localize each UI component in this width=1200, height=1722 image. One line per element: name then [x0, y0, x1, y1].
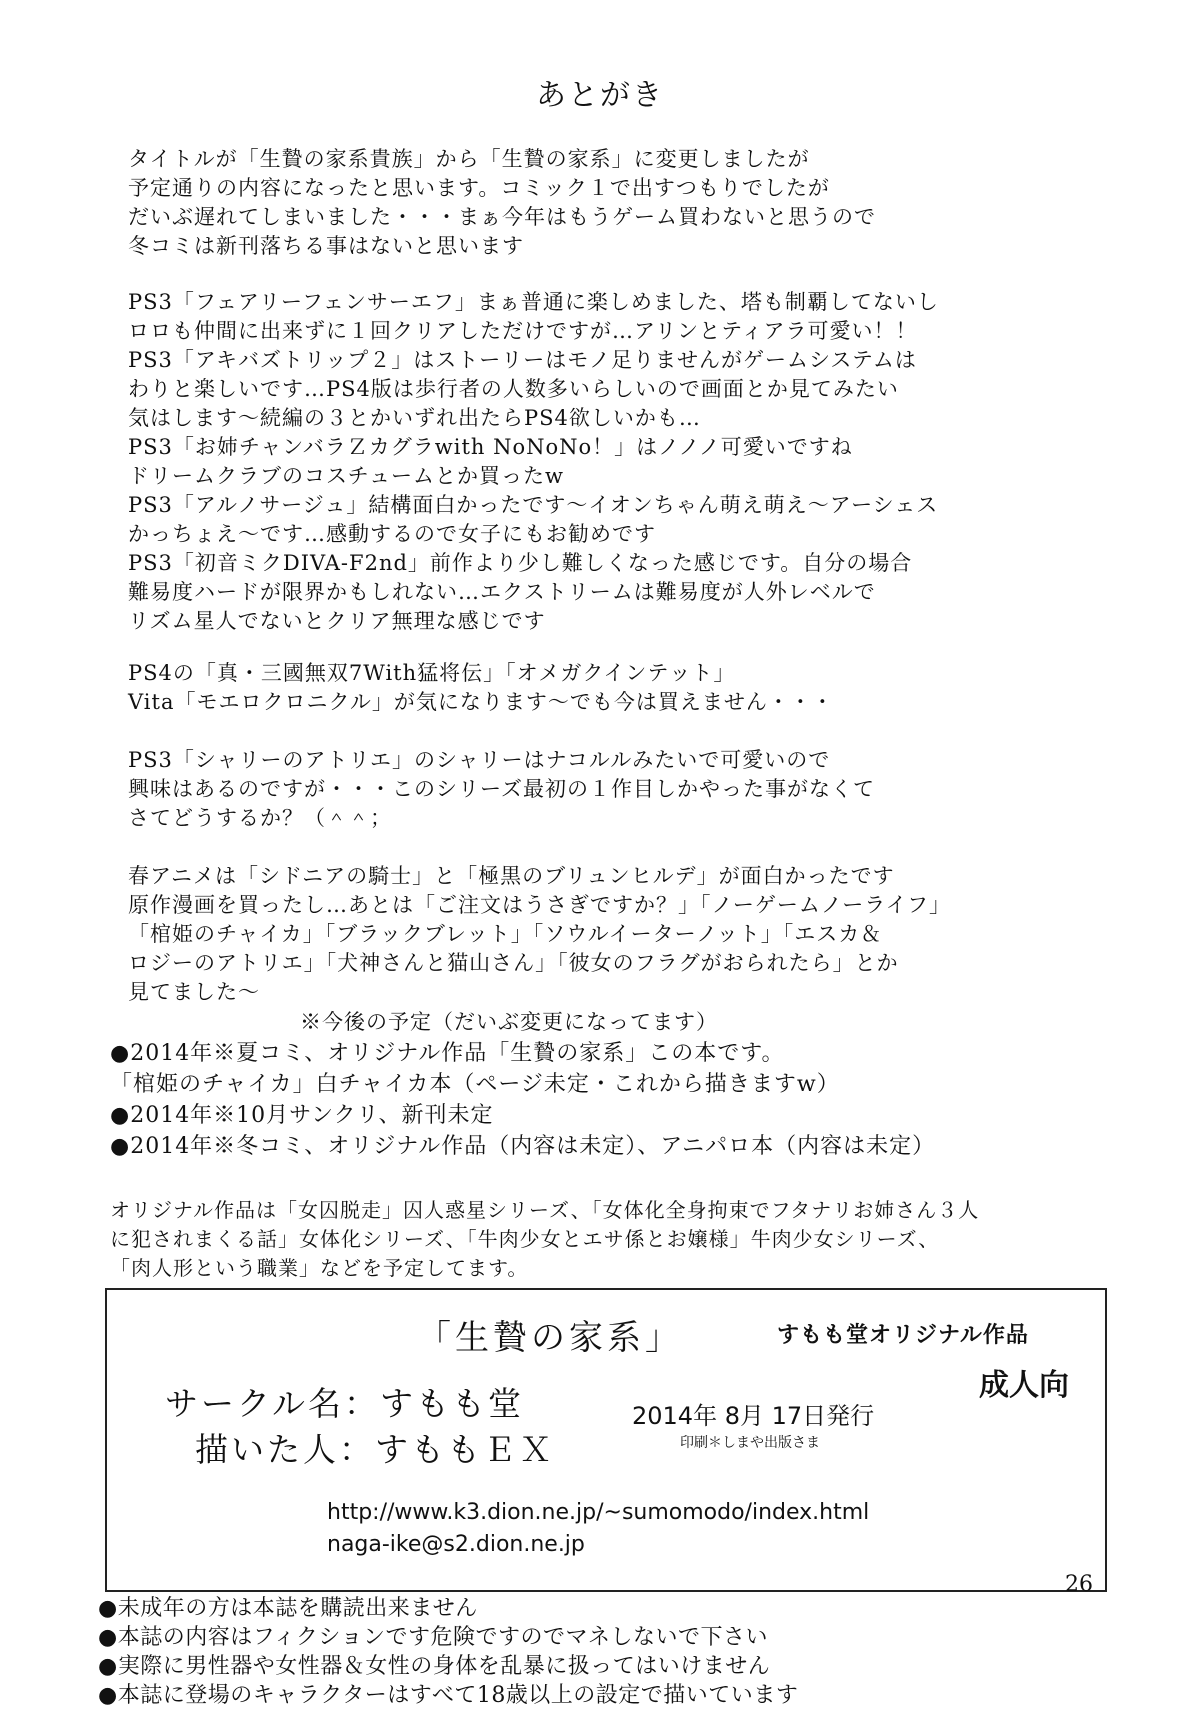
wishlist-paragraph	[128, 659, 1088, 717]
games-line: わりと楽しいです…PS4版は歩行者の人数多いらしいので画面とか見てみたい	[128, 377, 899, 401]
originals-paragraph	[110, 1196, 1100, 1283]
anime-line: ロジーのアトリエ」「犬神さんと猫山さん」「彼女のフラグがおられたら」とか	[128, 951, 899, 975]
intro-line: タイトルが「生贄の家系貴族」から「生贄の家系」に変更しましたが	[128, 147, 810, 171]
colophon-box	[105, 1288, 1107, 1592]
games-line: 気はします～続編の３とかいずれ出たらPS4欲しいかも…	[128, 406, 701, 430]
book-title: 「生贄の家系」	[417, 1318, 683, 1358]
originals-line: 「肉人形という職業」などを予定してます。	[110, 1256, 529, 1280]
intro-line: だいぶ遅れてしまいました・・・まぁ今年はもうゲーム買わないと思うので	[128, 205, 876, 229]
schedule-item: ●2014年※冬コミ、オリジナル作品（内容は未定）、アニパロ本（内容は未定）	[110, 1134, 936, 1159]
shally-line: さてどうするか？（＾＾；	[128, 806, 392, 830]
intro-paragraph	[128, 145, 1088, 261]
games-paragraph	[128, 288, 1088, 636]
publish-date: 2014年 8月 17日発行	[632, 1402, 875, 1430]
games-line: PS3「アルノサージュ」結構面白かったです～イオンちゃん萌え萌え～アーシェス	[128, 493, 939, 517]
contact-email: naga-ike@s2.dion.ne.jp	[327, 1532, 585, 1557]
notice-item: ●実際に男性器や女性器＆女性の身体を乱暴に扱ってはいけません	[98, 1654, 771, 1679]
anime-line: 原作漫画を買ったし…あとは「ご注文はうさぎですか？」「ノーゲームノーライフ」	[128, 893, 951, 917]
schedule-item: ●2014年※夏コミ、オリジナル作品「生贄の家系」この本です。	[110, 1041, 785, 1066]
games-line: PS3「お姉チャンバラＺカグラwith NoNoNo！」はノノノ可愛いですね	[128, 435, 853, 459]
rating-label: 成人向	[979, 1368, 1069, 1403]
originals-line: オリジナル作品は「女囚脱走」囚人惑星シリーズ、「女体化全身拘束でフタナリお姉さん３人	[110, 1198, 980, 1222]
games-line: PS3「アキバズトリップ２」はストーリーはモノ足りませんがゲームシステムは	[128, 348, 917, 372]
intro-line: 予定通りの内容になったと思います。コミック１で出すつもりでしたが	[128, 176, 830, 200]
anime-line: 見てました～	[128, 980, 260, 1004]
schedule-item: ●2014年※10月サンクリ、新刊未定	[110, 1103, 494, 1128]
games-line: PS3「初音ミクDIVA-F2nd」前作より少し難しくなった感じです。自分の場合	[128, 551, 913, 575]
notice-item: ●未成年の方は本誌を購読出来ません	[98, 1596, 478, 1621]
notice-item: ●本誌に登場のキャラクターはすべて18歳以上の設定で描いています	[98, 1683, 799, 1708]
games-line: リズム星人でないとクリア無理な感じです	[128, 609, 546, 633]
circle-name: サークル名：すもも堂	[165, 1384, 525, 1423]
schedule-list	[110, 1038, 1090, 1162]
shally-line: PS3「シャリーのアトリエ」のシャリーはナコルルみたいで可愛いので	[128, 748, 831, 772]
page-number: 26	[1065, 1572, 1093, 1597]
intro-line: 冬コミは新刊落ちる事はないと思います	[128, 234, 524, 258]
shally-paragraph	[128, 746, 1088, 833]
games-line: PS3「フェアリーフェンサーエフ」まぁ普通に楽しめました、塔も制覇してないし	[128, 290, 939, 314]
website-url: http://www.k3.dion.ne.jp/~sumomodo/index.html	[327, 1500, 870, 1525]
schedule-heading: ※今後の予定（だいぶ変更になってます）	[300, 1010, 718, 1034]
page-title: あとがき	[536, 78, 664, 113]
games-line: 難易度ハードが限界かもしれない…エクストリームは難易度が人外レベルで	[128, 580, 876, 604]
original-work-label: すもも堂オリジナル作品	[777, 1322, 1029, 1348]
originals-line: に犯されまくる話」女体化シリーズ、「牛肉少女とエサ係とお嬢様」牛肉少女シリーズ、	[110, 1227, 940, 1251]
anime-line: 「棺姫のチャイカ」「ブラックブレット」「ソウルイーターノット」「エスカ＆	[128, 922, 883, 946]
anime-line: 春アニメは「シドニアの騎士」と「極黒のブリュンヒルデ」が面白かったです	[128, 864, 895, 888]
anime-paragraph	[128, 862, 1088, 1007]
games-line: かっちょえ～です…感動するので女子にもお勧めです	[128, 522, 656, 546]
shally-line: 興味はあるのですが・・・このシリーズ最初の１作目しかやった事がなくて	[128, 777, 875, 801]
games-line: ドリームクラブのコスチュームとか買ったw	[128, 464, 564, 488]
games-line: ロロも仲間に出来ずに１回クリアしただけですが…アリンとティアラ可愛い！！	[128, 319, 918, 343]
printer-credit: 印刷＊しまや出版さま	[680, 1435, 820, 1451]
notices-list	[98, 1594, 1098, 1710]
wishlist-line: Vita「モエロクロニクル」が気になります～でも今は買えません・・・	[128, 690, 834, 714]
author-name: 描いた人：すももＥＸ	[195, 1430, 555, 1469]
wishlist-line: PS4の「真・三國無双7With猛将伝」「オメガクインテット」	[128, 661, 736, 685]
schedule-item: 「棺姫のチャイカ」白チャイカ本（ページ未定・これから描きますw）	[110, 1072, 840, 1097]
notice-item: ●本誌の内容はフィクションです危険ですのでマネしないで下さい	[98, 1625, 768, 1650]
